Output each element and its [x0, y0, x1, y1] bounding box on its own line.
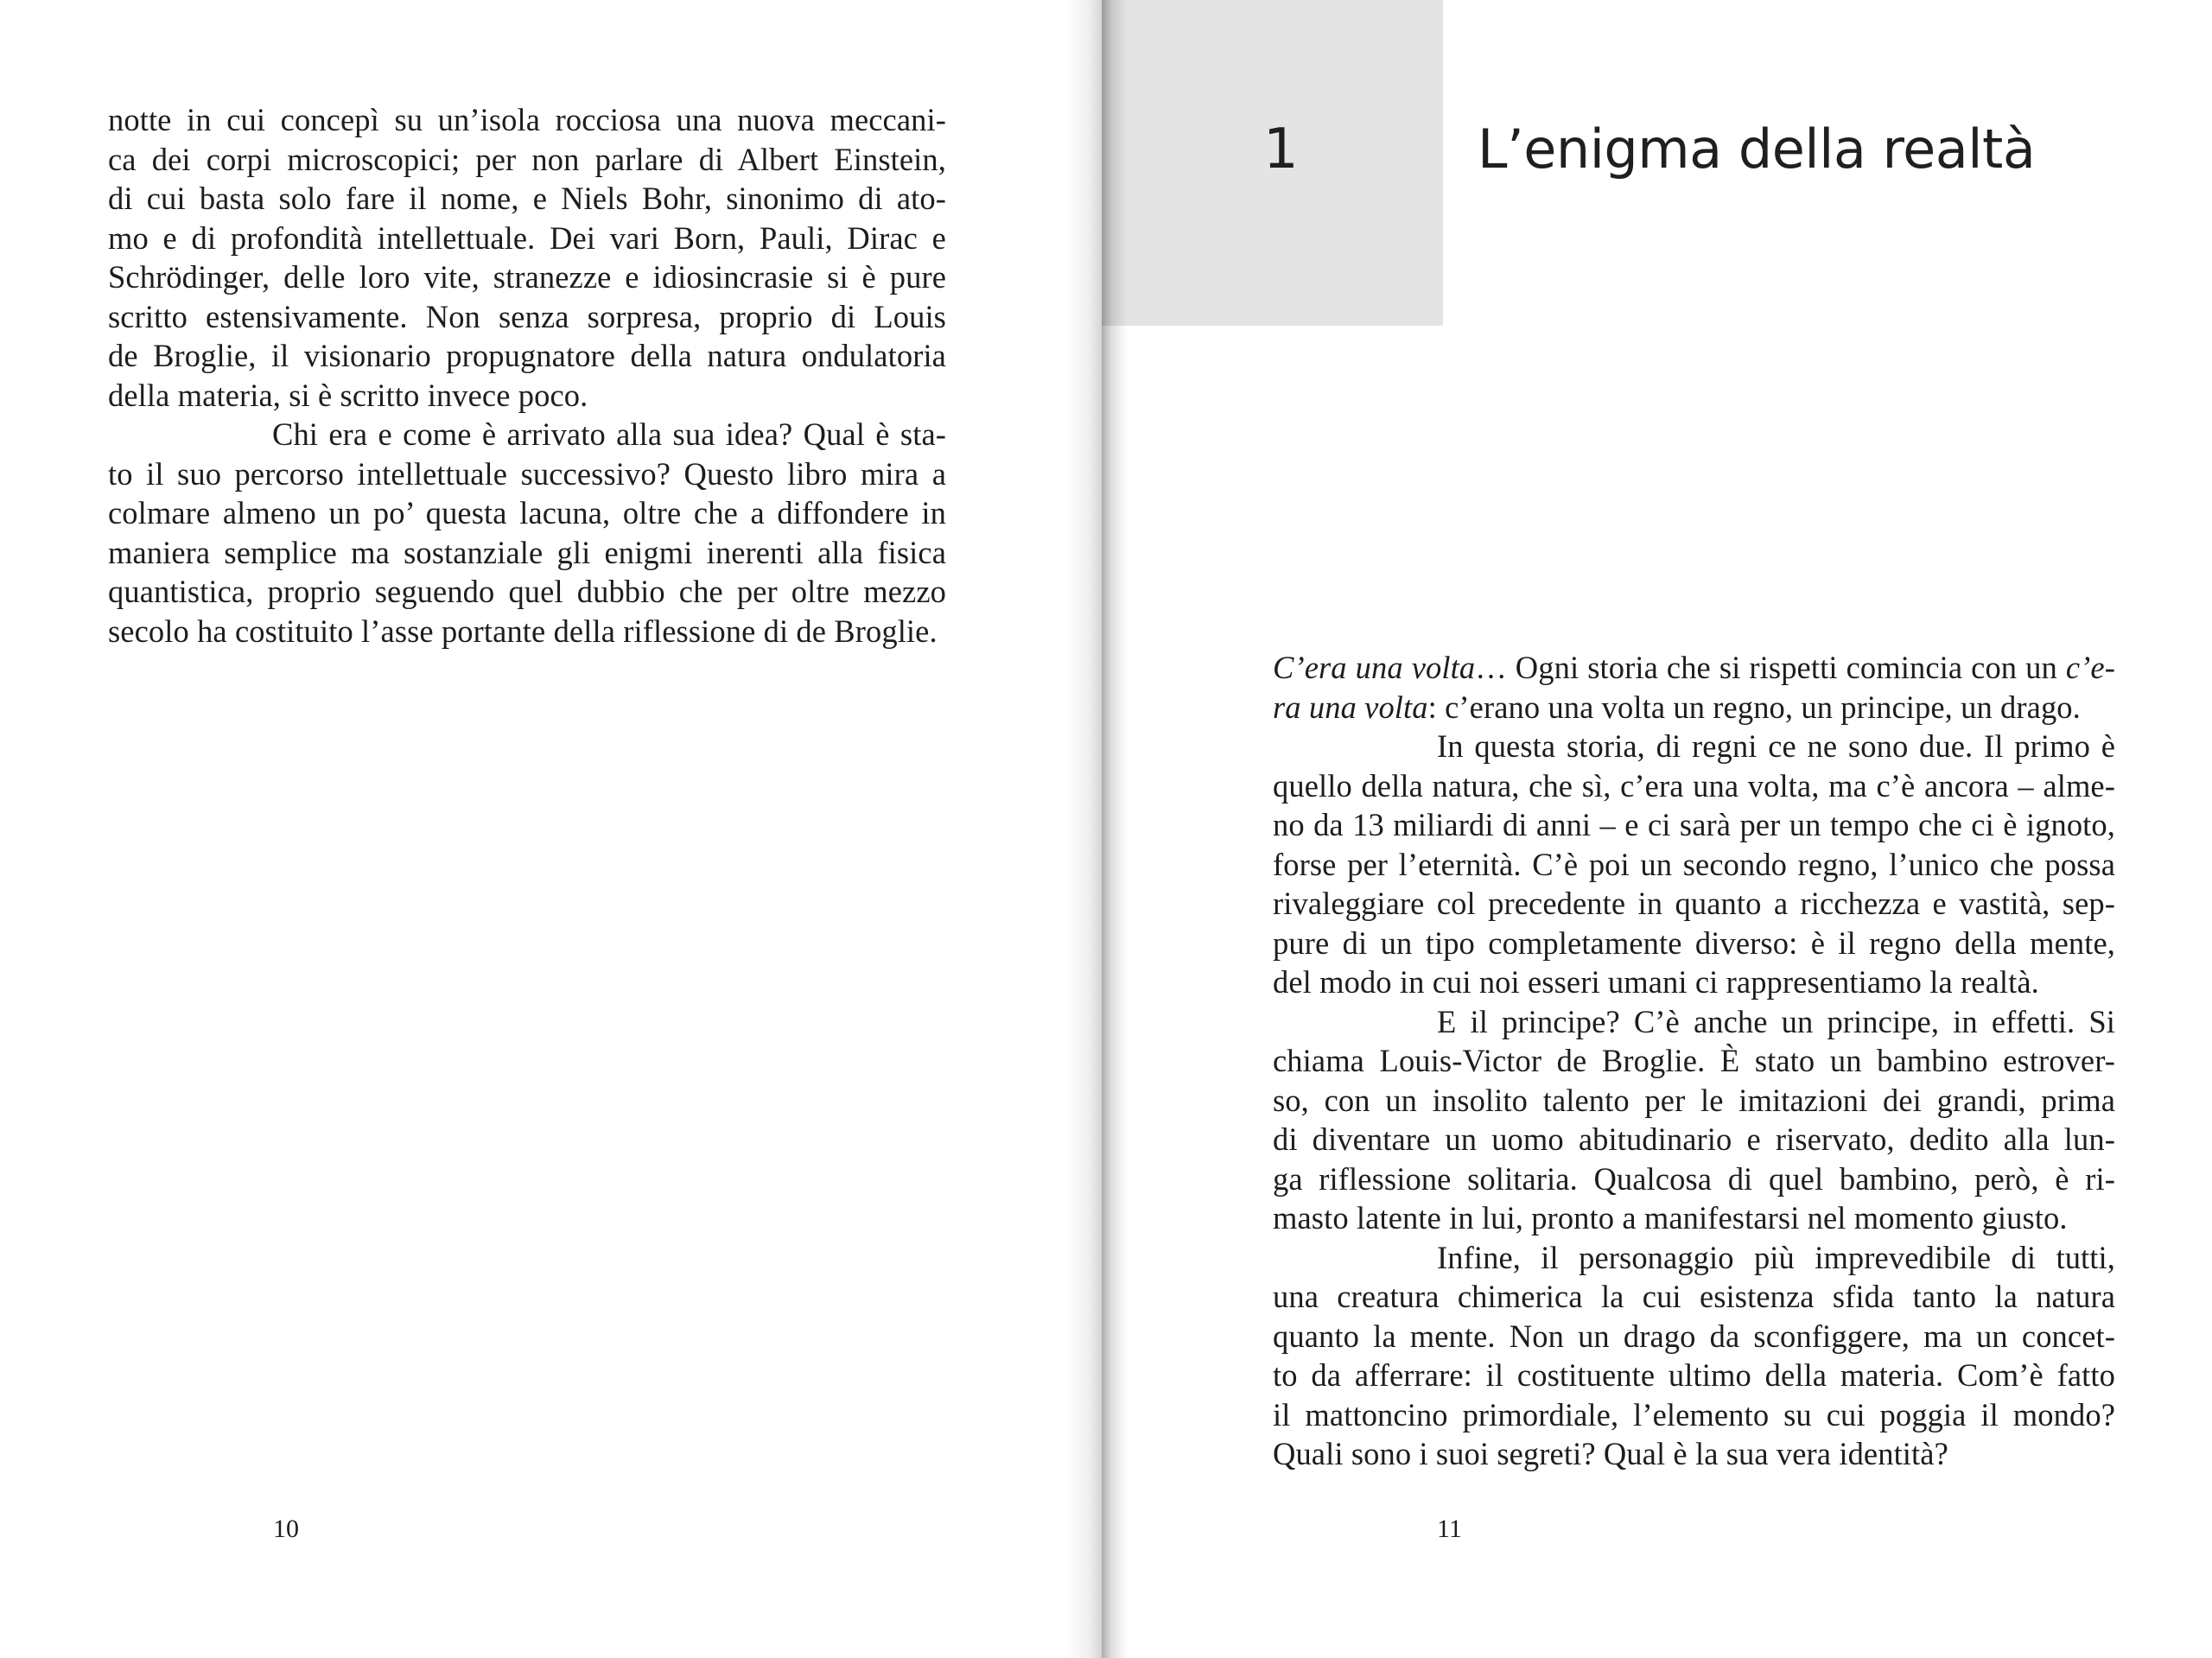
text-line: scritto estensivamente. Non senza sorpresa, proprio di Louis [108, 298, 946, 334]
text-line: quanto la mente. Non un drago da sconfiggere, ma un concet- [1273, 1318, 2115, 1354]
italic-text: C’era una volta [1273, 650, 1476, 685]
text-line: so, con un insolito talento per le imitazioni dei grandi, prima [1273, 1082, 2115, 1118]
right-page [1102, 0, 2212, 1658]
text-line: de Broglie, il visionario propugnatore della natura ondulatoria [108, 338, 946, 373]
gutter-shadow [1102, 0, 1128, 1658]
text-line: il mattoncino primordiale, l’elemento su cui poggia il mondo? [1273, 1396, 2115, 1432]
text-line: del modo in cui noi esseri umani ci rappresentiamo la realtà. [1273, 964, 2039, 1000]
text-line: notte in cui concepì su un’isola rocciosa una nuova meccani- [108, 102, 946, 137]
text-line: ca dei corpi microscopici; per non parlare di Albert Einstein, [108, 141, 946, 177]
text-line: quantistica, proprio seguendo quel dubbio che per oltre mezzo [108, 574, 946, 609]
chapter-number: 1 [1263, 118, 1299, 181]
text-line: colmare almeno un po’ questa lacuna, oltre che a diffondere in [108, 495, 946, 530]
text-line: forse per l’eternità. C’è poi un secondo regno, l’unico che possa [1273, 846, 2115, 882]
text-line: Quali sono i suoi segreti? Qual è la sua vera identità? [1273, 1436, 1948, 1471]
text-line: pure di un tipo completamente diverso: è il regno della mente, [1273, 924, 2115, 961]
text-line: chiama Louis-Victor de Broglie. È stato un bambino estrover- [1273, 1043, 2115, 1078]
text-span: … Ogni storia che si rispetti comincia con un [1475, 650, 2066, 685]
page-number: 11 [1437, 1515, 1462, 1543]
text-line: Infine, il personaggio più imprevedibile di tutti, [1437, 1239, 2115, 1275]
text-line: secolo ha costituito l’asse portante della riflessione di de Broglie. [108, 613, 938, 649]
italic-text: ra una volta [1273, 689, 1428, 725]
text-line: mo e di profondità intellettuale. Dei vari Born, Pauli, Dirac e [108, 219, 946, 256]
left-body-text [108, 100, 946, 651]
left-page [0, 0, 1102, 1658]
text-line [1273, 688, 2115, 727]
right-body-text [1273, 648, 2115, 1474]
text-line: no da 13 miliardi di anni – e ci sarà per un tempo che ci è ignoto, [1273, 807, 2115, 842]
text-line: masto latente in lui, pronto a manifestarsi nel momento giusto. [1273, 1200, 2068, 1236]
text-line: In questa storia, di regni ce ne sono due. Il primo è [1437, 728, 2115, 764]
text-line: una creatura chimerica la cui esistenza sfida tanto la natura [1273, 1279, 2115, 1314]
text-line: to il suo percorso intellettuale successivo? Questo libro mira a [108, 455, 946, 492]
text-line: di diventare un uomo abitudinario e riservato, dedito alla lun- [1273, 1121, 2115, 1157]
italic-text: c’e- [2065, 650, 2115, 685]
text-line: to da afferrare: il costituente ultimo della materia. Com’è fatto [1273, 1357, 2115, 1393]
text-line: Chi era e come è arrivato alla sua idea? Qual è sta- [272, 416, 946, 452]
text-line: rivaleggiare col precedente in quanto a ricchezza e vastità, sep- [1273, 886, 2115, 921]
chapter-title: L’enigma della realtà [1478, 118, 2036, 181]
text-line: Schrödinger, delle loro vite, stranezze e idiosincrasie si è pure [108, 259, 946, 295]
text-line [1273, 648, 2115, 688]
gutter-shadow [1067, 0, 1102, 1658]
text-line: maniera semplice ma sostanziale gli enigmi inerenti alla fisica [108, 534, 946, 570]
text-span: : c’erano una volta un regno, un principe, un drago. [1427, 689, 2081, 725]
text-line: quello della natura, che sì, c’era una volta, ma c’è ancora – alme- [1273, 767, 2115, 804]
text-line: ga riflessione solitaria. Qualcosa di quel bambino, però, è ri- [1273, 1160, 2115, 1197]
page-number: 10 [273, 1515, 299, 1543]
text-line: di cui basta solo fare il nome, e Niels Bohr, sinonimo di ato- [108, 181, 946, 216]
text-line: E il principe? C’è anche un principe, in effetti. Si [1437, 1003, 2115, 1039]
text-line: della materia, si è scritto invece poco. [108, 377, 588, 413]
